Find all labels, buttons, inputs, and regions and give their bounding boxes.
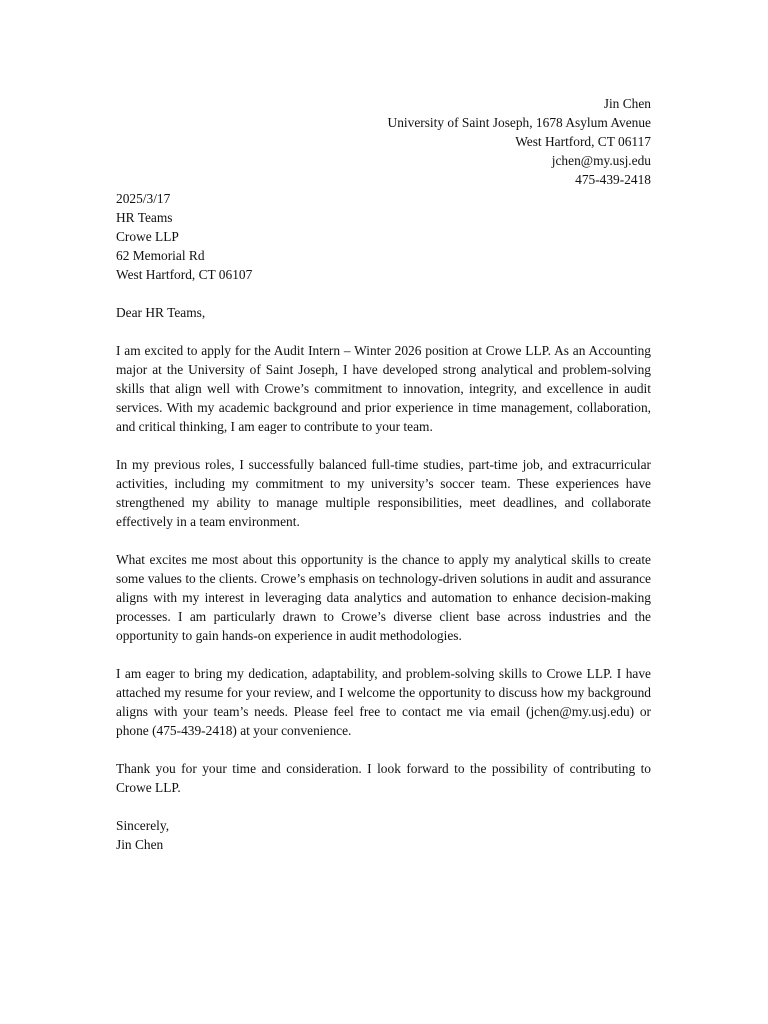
closing-block (116, 816, 651, 854)
body-paragraph: In my previous roles, I successfully balanced full-time studies, part-time job, and extracurricular activities, including my commitment to my university’s soccer team. These experiences have strengthened my ability to manage multiple responsibilities, meet deadlines, and collaborate effectively in a team environment. (116, 457, 651, 529)
salutation: Dear HR Teams, (116, 305, 206, 320)
sender-address-line1: University of Saint Joseph, 1678 Asylum Avenue (387, 115, 651, 130)
body-paragraph: I am excited to apply for the Audit Intern – Winter 2026 position at Crowe LLP. As an Accounting major at the University of Saint Joseph, I have developed strong analytical and problem-solving skills that align well with Crowe’s commitment to innovation, integrity, and excellence in audit services. With my academic background and prior experience in time management, collaboration, and critical thinking, I am eager to contribute to your team. (116, 343, 651, 434)
signature-name: Jin Chen (116, 837, 164, 852)
recipient-street: 62 Memorial Rd (116, 248, 205, 263)
closing-phrase: Sincerely, (116, 818, 170, 833)
recipient-company: Crowe LLP (116, 229, 179, 244)
recipient-city-state-zip: West Hartford, CT 06107 (116, 267, 253, 282)
recipient-attention: HR Teams (116, 210, 173, 225)
letter-date: 2025/3/17 (116, 191, 171, 206)
sender-block (116, 94, 651, 189)
body-paragraph: What excites me most about this opportunity is the chance to apply my analytical skills to create some values to the clients. Crowe’s emphasis on technology-driven solutions in audit and assurance aligns with my interest in leveraging data analytics and automation to enhance decision-making processes. I am particularly drawn to Crowe’s diverse client base across industries and the opportunity to gain hands-on experience in audit methodologies. (116, 552, 651, 643)
recipient-block (116, 189, 651, 284)
body-paragraph: I am eager to bring my dedication, adaptability, and problem-solving skills to Crowe LLP. I have attached my resume for your review, and I welcome the opportunity to discuss how my background aligns with your team’s needs. Please feel free to contact me via email (jchen@my.usj.edu) or phone (475-439-2418) at your convenience. (116, 666, 651, 738)
sender-address-line2: West Hartford, CT 06117 (515, 134, 651, 149)
cover-letter-page (116, 94, 651, 854)
sender-phone: 475-439-2418 (575, 172, 651, 187)
sender-email: jchen@my.usj.edu (551, 153, 651, 168)
sender-name: Jin Chen (603, 96, 651, 111)
body-paragraph: Thank you for your time and consideration. I look forward to the possibility of contributing to Crowe LLP. (116, 761, 651, 795)
